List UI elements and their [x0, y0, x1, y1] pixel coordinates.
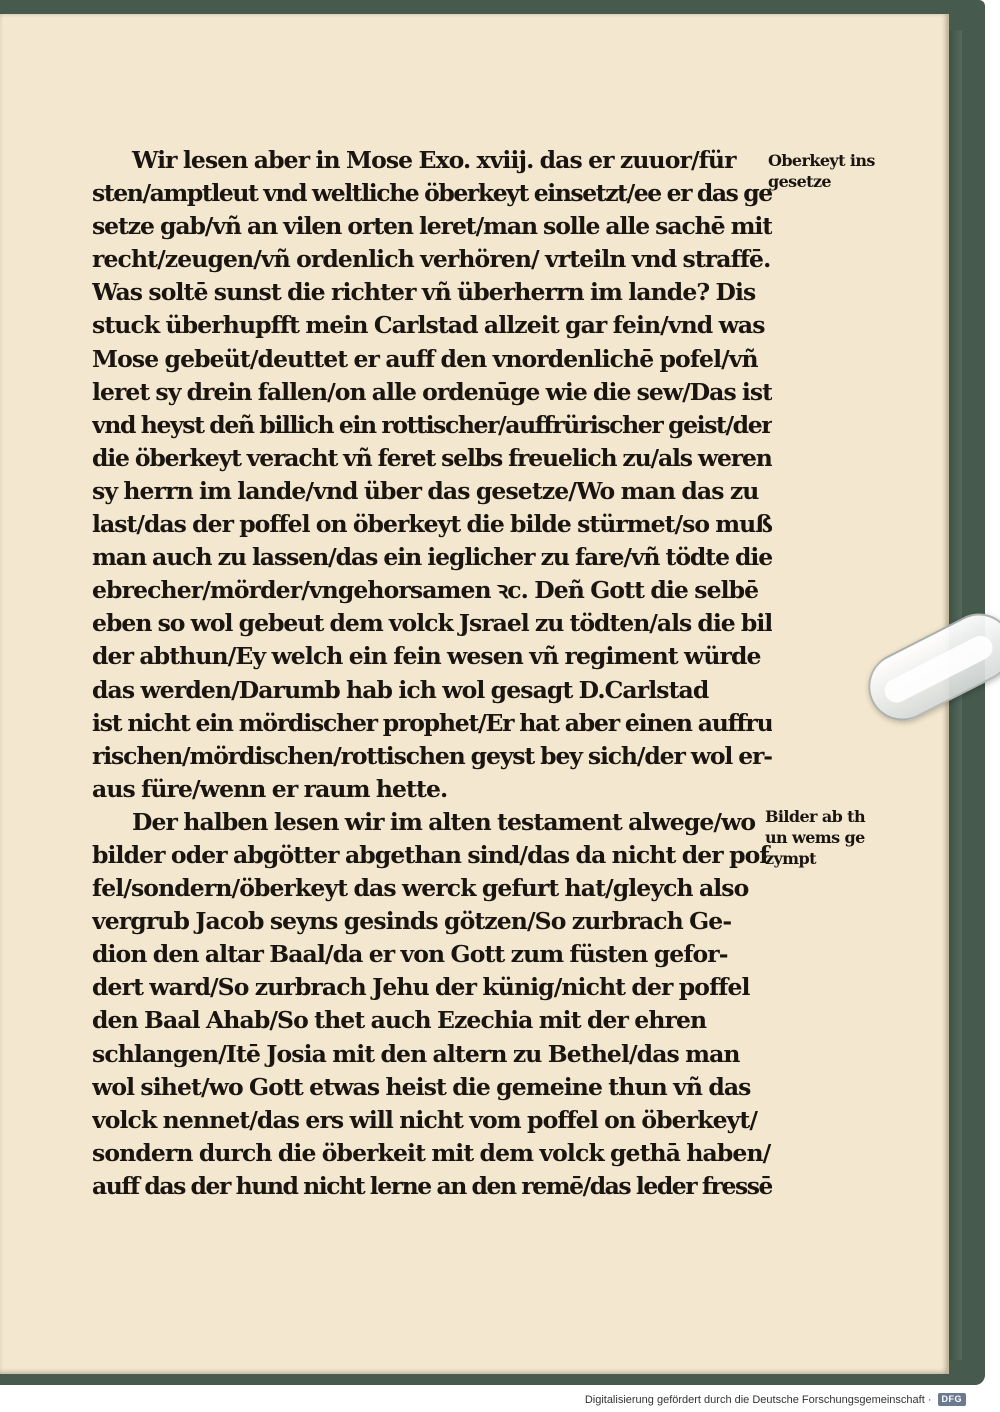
- text-line: stuck überhupfft mein Carlstad allzeit gar fein/vnd was: [92, 311, 765, 340]
- body-text: [92, 144, 772, 1203]
- text-line: leret sy drein fallen/on alle ordenūge wie die sew/Das ist: [92, 377, 772, 406]
- margin-note-line: un wems ge: [765, 828, 865, 847]
- text-line: fel/sondern/öberkeyt das werck gefurt hat/gleych also: [92, 874, 749, 903]
- footer-credit: Digitalisierung gefördert durch die Deutsche Forschungsgemeinschaft ·: [584, 1393, 932, 1406]
- footer: [585, 1393, 966, 1406]
- text-line: dion den altar Baal/da er von Gott zum füsten gefor-: [92, 940, 728, 969]
- margin-note-line: zympt: [765, 849, 816, 868]
- text-line: schlangen/Itē Josia mit den altern zu Bethel/das man: [92, 1039, 740, 1068]
- text-line: bilder oder abgötter abgethan sind/das da nicht der pof: [92, 840, 769, 869]
- margin-note-oberkeyt: [768, 150, 875, 192]
- text-line: eben so wol gebeut dem volck Jsrael zu tödten/als die bil: [92, 609, 772, 638]
- margin-note-line: gesetze: [768, 172, 832, 191]
- text-line: vnd heyst deñ billich ein rottischer/auffrürischer geist/der: [92, 410, 772, 439]
- text-line: vergrub Jacob seyns gesinds götzen/So zurbrach Ge-: [92, 907, 732, 936]
- text-line: volck nennet/das ers will nicht vom poffel on öberkeyt/: [92, 1105, 758, 1134]
- text-line: ist nicht ein mördischer prophet/Er hat aber einen auffru: [92, 708, 772, 737]
- text-line: dert ward/So zurbrach Jehu der künig/nicht der poffel: [92, 973, 750, 1002]
- margin-note-bilder: [765, 806, 865, 869]
- text-line: Wir lesen aber in Mose Exo. xviij. das er zuuor/für: [132, 146, 736, 174]
- text-line: Mose gebeüt/deuttet er auff den vnordenlichē pofel/vñ: [92, 344, 758, 373]
- text-line: setze gab/vñ an vilen orten leret/man solle alle sachē mit: [92, 212, 772, 241]
- margin-note-line: Bilder ab th: [765, 807, 865, 826]
- text-line: sy herrn im lande/vnd über das gesetze/Wo man das zu: [92, 476, 759, 505]
- text-line: ebrecher/mörder/vngehorsamen ꝛc. Deñ Gott die selbē: [92, 576, 759, 605]
- text-line: sondern durch die öberkeit mit dem volck gethā haben/: [92, 1138, 771, 1167]
- text-line: die öberkeyt veracht vñ feret selbs freuelich zu/als weren: [92, 443, 772, 472]
- text-line: recht/zeugen/vñ ordenlich verhören/ vrteiln vnd straffē.: [92, 245, 771, 274]
- text-line: das werden/Darumb hab ich wol gesagt D.Carlstad: [92, 675, 709, 704]
- text-line: last/das der poffel on öberkeyt die bilde stürmet/so muß: [92, 510, 772, 539]
- text-line: sten/amptleut vnd weltliche öberkeyt einsetzt/ee er das ge: [92, 179, 772, 208]
- text-line: wol sihet/wo Gott etwas heist die gemeine thun vñ das: [92, 1072, 751, 1101]
- text-line: aus füre/wenn er raum hette.: [92, 774, 448, 803]
- text-line: auff das der hund nicht lerne an den remē/das leder fressē: [92, 1171, 772, 1200]
- dfg-logo: DFG: [938, 1393, 967, 1406]
- text-line: den Baal Ahab/So thet auch Ezechia mit der ehren: [92, 1006, 707, 1035]
- margin-note-line: Oberkeyt ins: [768, 151, 875, 170]
- text-line: Was soltē sunst die richter vñ überherrn im lande? Dis: [92, 278, 756, 307]
- text-line: man auch zu lassen/das ein ieglicher zu fare/vñ tödte die: [92, 543, 772, 572]
- text-line: der abthun/Ey welch ein fein wesen vñ regiment würde: [92, 642, 761, 671]
- text-line: rischen/mördischen/rottischen geyst bey sich/der wol er-: [92, 741, 772, 770]
- text-line: Der halben lesen wir im alten testament alwege/wo: [132, 807, 756, 836]
